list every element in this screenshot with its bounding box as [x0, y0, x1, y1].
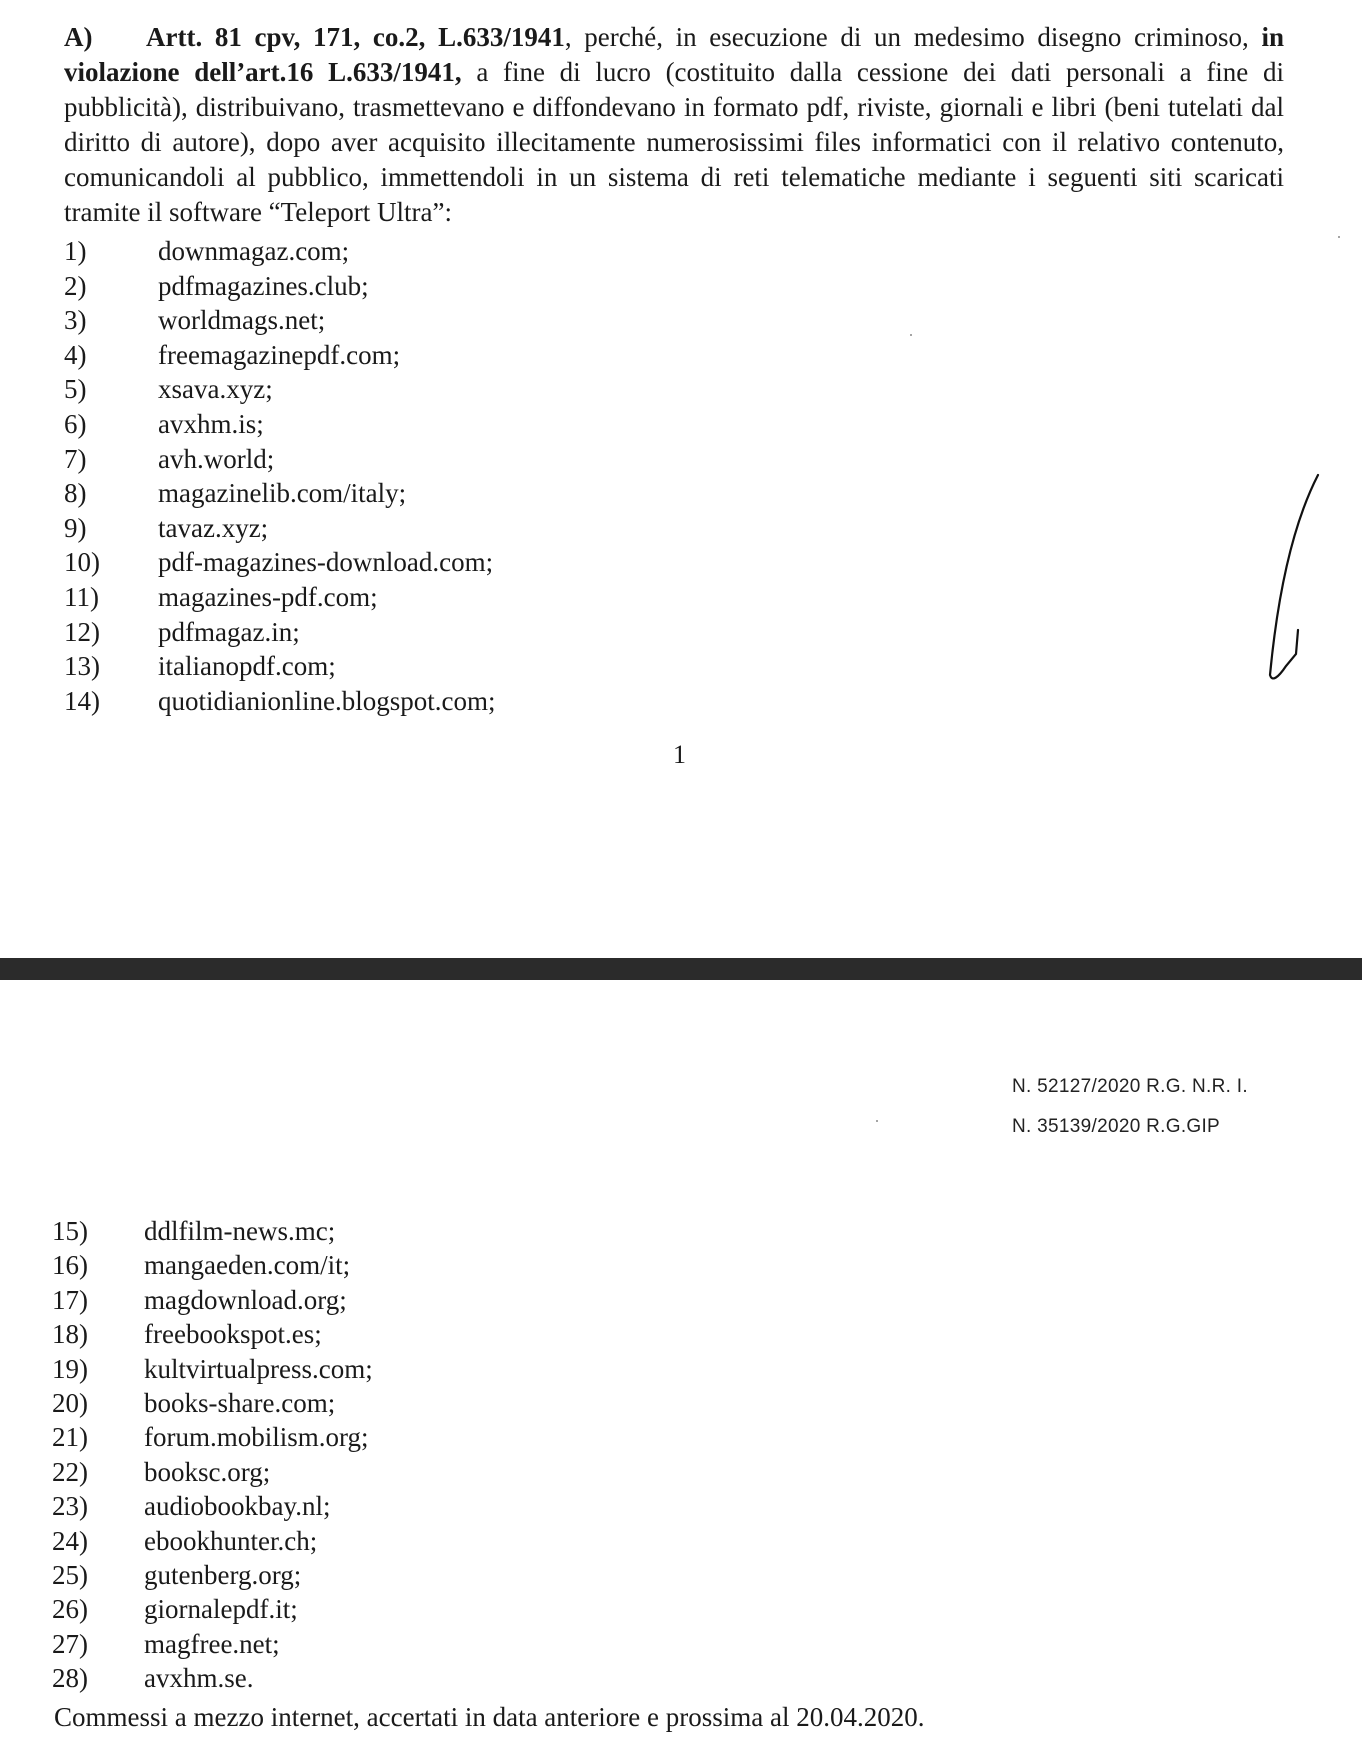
item-number: 13): [64, 651, 100, 682]
item-number: 2): [64, 270, 87, 301]
list-item: [52, 1627, 373, 1661]
item-number: 6): [64, 408, 87, 439]
list-item: [52, 1558, 373, 1592]
scan-speck: [876, 1120, 878, 1122]
list-item: [64, 372, 495, 407]
list-item: [64, 303, 495, 338]
charge-label: A): [64, 22, 93, 52]
item-number: 20): [52, 1387, 88, 1418]
paragraph-text-1: , perché, in esecuzione di un medesimo disegno criminoso,: [564, 22, 1262, 52]
site-domain: avxhm.se.: [144, 1663, 254, 1694]
list-item: [52, 1455, 373, 1489]
site-domain: pdfmagazines.club;: [158, 270, 369, 301]
list-item: [52, 1524, 373, 1558]
item-number: 10): [64, 547, 100, 578]
item-number: 9): [64, 512, 87, 543]
legal-reference: Artt. 81 cpv, 171, co.2, L.633/1941: [146, 22, 565, 52]
list-item: [64, 649, 495, 684]
item-number: 1): [64, 236, 87, 266]
list-item: [64, 615, 495, 650]
case-number-rgnr: N. 52127/2020 R.G. N.R. I.: [1012, 1076, 1248, 1097]
item-number: 5): [64, 374, 87, 405]
page-divider: [0, 958, 1362, 980]
item-number: 7): [64, 443, 87, 474]
list-item: [52, 1317, 373, 1351]
list-item: [64, 407, 495, 442]
list-item: [64, 338, 495, 373]
list-item: [52, 1489, 373, 1523]
site-domain: avxhm.is;: [158, 408, 264, 439]
handwritten-signature-icon: [1240, 470, 1340, 690]
list-item: [52, 1283, 373, 1317]
site-domain: ddlfilm-news.mc;: [144, 1216, 336, 1246]
case-number-rggip: N. 35139/2020 R.G.GIP: [1012, 1116, 1221, 1137]
list-item: [52, 1420, 373, 1454]
site-list-part-1: [64, 234, 495, 718]
violation-reference: in violazione dell’art.16 L.633/1941,: [64, 22, 1284, 87]
item-number: 8): [64, 478, 87, 509]
item-number: 23): [52, 1491, 88, 1522]
list-item: [64, 269, 495, 304]
site-domain: freebookspot.es;: [144, 1319, 322, 1350]
item-number: 25): [52, 1559, 88, 1590]
item-number: 4): [64, 339, 87, 370]
item-number: 15): [52, 1216, 88, 1246]
item-number: 28): [52, 1663, 88, 1694]
list-item: [64, 580, 495, 615]
item-number: 22): [52, 1456, 88, 1487]
list-item: [52, 1592, 373, 1626]
item-number: 27): [52, 1628, 88, 1659]
list-item: [64, 545, 495, 580]
item-number: 14): [64, 685, 100, 716]
item-number: 21): [52, 1422, 88, 1453]
site-domain: xsava.xyz;: [158, 374, 273, 405]
list-item: [52, 1661, 373, 1695]
site-domain: mangaeden.com/it;: [144, 1250, 351, 1281]
site-list-part-2: [52, 1214, 373, 1695]
list-item: [64, 442, 495, 477]
list-item: [64, 511, 495, 546]
site-domain: italianopdf.com;: [158, 651, 336, 682]
closing-statement: Commessi a mezzo internet, accertati in data anteriore e prossima al 20.04.2020.: [54, 1702, 925, 1732]
item-number: 26): [52, 1594, 88, 1625]
site-domain: magdownload.org;: [144, 1284, 347, 1315]
site-domain: magfree.net;: [144, 1628, 280, 1659]
site-domain: quotidianionline.blogspot.com;: [158, 685, 496, 716]
item-number: 24): [52, 1525, 88, 1556]
scan-speck: [910, 334, 912, 336]
scan-speck: [1338, 236, 1340, 238]
site-domain: pdf-magazines-download.com;: [158, 547, 494, 578]
charge-paragraph: [64, 20, 1284, 230]
site-domain: forum.mobilism.org;: [144, 1422, 369, 1453]
item-number: 19): [52, 1353, 88, 1384]
item-number: 11): [64, 581, 99, 612]
site-domain: books-share.com;: [144, 1387, 336, 1418]
item-number: 16): [52, 1250, 88, 1281]
site-domain: kultvirtualpress.com;: [144, 1353, 373, 1384]
list-item: [52, 1214, 373, 1248]
item-number: 3): [64, 305, 87, 336]
site-domain: downmagaz.com;: [158, 236, 350, 266]
site-domain: worldmags.net;: [158, 305, 326, 336]
site-domain: booksc.org;: [144, 1456, 271, 1487]
site-domain: tavaz.xyz;: [158, 512, 269, 543]
site-domain: audiobookbay.nl;: [144, 1491, 331, 1522]
list-item: [52, 1352, 373, 1386]
item-number: 12): [64, 616, 100, 647]
site-domain: pdfmagaz.in;: [158, 616, 300, 647]
site-domain: gutenberg.org;: [144, 1559, 302, 1590]
site-domain: ebookhunter.ch;: [144, 1525, 318, 1556]
list-item: [64, 476, 495, 511]
site-domain: freemagazinepdf.com;: [158, 339, 401, 370]
list-item: [64, 234, 495, 269]
list-item: [52, 1386, 373, 1420]
site-domain: giornalepdf.it;: [144, 1594, 298, 1625]
list-item: [52, 1248, 373, 1282]
site-domain: magazines-pdf.com;: [158, 581, 378, 612]
item-number: 17): [52, 1284, 88, 1315]
item-number: 18): [52, 1319, 88, 1350]
list-item: [64, 684, 495, 719]
site-domain: magazinelib.com/italy;: [158, 478, 407, 509]
page-number: 1: [673, 740, 686, 769]
paragraph-text-2: a fine di lucro (costituito dalla cessione dei dati personali a fine di pubblicità), distribuivano, trasmettevano e diffondevano in formato pdf, riviste, giornali e libri (beni tutelati dal diritto di autore), dopo aver acquisito illecitamente numerosissimi files informatici con il relativo contenuto, comunicandoli al pubblico, immettendoli in un sistema di reti telematiche mediante i seguenti siti scaricati tramite il software “Teleport Ultra”:: [64, 57, 1284, 227]
site-domain: avh.world;: [158, 443, 275, 474]
